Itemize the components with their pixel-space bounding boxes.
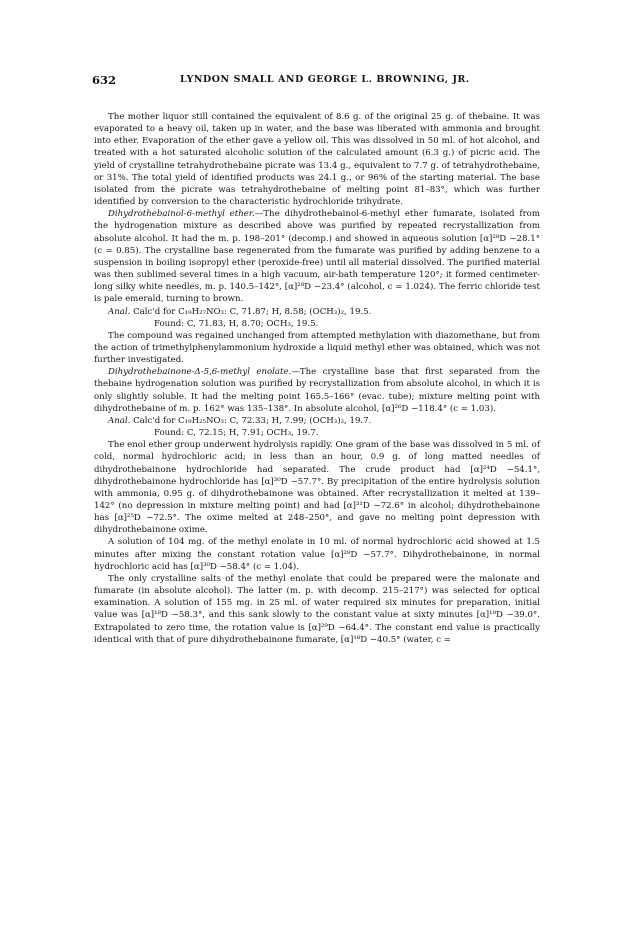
paragraph-dihydrothebainol-text: —The dihydrothebainol-6-methyl ether fumarate, isolated from the hydrogenation mixture as described above was purified by repeated recrystallization from absolute alcohol. It had the m. p. 198–201° (decomp.) and showed in aqueous solution [α]²⁸D −28.1° (c = 0.85). The crystalline base regenerated from the fumarate was purified by adding benzene to a suspension in boiling isopropyl ether (peroxide-free) until all material dissolved. The purified material was then sublimed several times in a high vacuum, air-bath temperature 120°; it formed centimeter-long silky white needles, m. p. 140.5–142°, [α]²⁸D −23.4° (alcohol, c = 1.024). The ferric chloride test is pale emerald, turning to brown. [94, 209, 540, 305]
paragraph-methyl-enolate-text: —The crystalline base that first separated from the thebaine hydrogenation solution was purified by recrystallization from absolute alcohol, in which it is only slightly soluble. It had the melting point 165.5–166° (evac. tube); mixture melting point with dihydrothebaine of m. p. 162° was 135–138°. In absolute alcohol, [α]²⁶D −118.4° (c = 1.03). [94, 367, 540, 414]
article-body [94, 111, 540, 646]
section-heading-dihydrothebainol: Dihydrothebainol-6-methyl ether. [108, 209, 255, 220]
analysis-label-2: Anal. [108, 415, 131, 426]
paragraph-dihydrothebainol [94, 208, 540, 305]
analysis-calculated-1-text: Calc'd for C₁₉H₂₇NO₃: C, 71.87; H, 8.58; (OCH₃)₂, 19.5. [133, 306, 372, 317]
analysis-found-1: Found: C, 71.83, H, 8.70; OCH₃, 19.5. [154, 318, 319, 329]
analysis-calculated-2-text: Calc'd for C₁₉H₂₅NO₃: C, 72.33; H, 7.99; (OCH₃)₂, 19.7. [133, 415, 372, 426]
paragraph-hydrolysis: The enol ether group underwent hydrolysis rapidly. One gram of the base was dissolved in 5 ml. of cold, normal hydrochloric acid; in less than an hour, 0.9 g. of long matted needles of dihydrothebainone hydrochloride had separated. The crude product had [α]²⁴D −54.1°, dihydrothebainone hydrochloride has [α]³⁰D −57.7°. By precipitation of the entire hydrolysis solution with ammonia, 0.95 g. of dihydrothebainone was obtained. After recrystallization it melted at 139–142° (no depression in mixture melting point) and had [α]³¹D −72.6° in alcohol; dihydrothebainone has [α]²⁵D −72.5°. The oxime melted at 248–250°, and gave no melting point depression with dihydrothebainone oxime. [94, 440, 540, 536]
paragraph-methylation: The compound was regained unchanged from attempted methylation with diazomethane, but from the action of trimethylphenylammonium hydroxide a liquid methyl ether was obtained, which was not further investigated. [94, 330, 540, 366]
analysis-label-1: Anal. [108, 306, 131, 317]
page-header [92, 73, 540, 89]
analysis-found-2: Found: C, 72.15; H, 7.91; OCH₃, 19.7. [154, 428, 319, 439]
analysis-calculated-2 [94, 415, 540, 427]
page-number: 632 [92, 73, 117, 87]
running-head: LYNDON SMALL AND GEORGE L. BROWNING, JR. [180, 74, 470, 85]
paragraph-rotation: A solution of 104 mg. of the methyl enolate in 10 ml. of normal hydrochloric acid showed at 1.5 minutes after mixing the constant rotation value [α]²⁸D −57.7°. Dihydrothebainone, in normal hydrochloric acid has [α]³⁰D −58.4° (c = 1.04). [94, 537, 540, 572]
paragraph-mother-liquor: The mother liquor still contained the equivalent of 8.6 g. of the original 25 g. of thebaine. It was evaporated to a heavy oil, taken up in water, and the base was liberated with ammonia and brought into ether. Evaporation of the ether gave a yellow oil. This was dissolved in 50 ml. of hot alcohol, and treated with a hot saturated alcoholic solution of the calculated amount (6.3 g.) of picric acid. The yield of crystalline tetrahydrothebaine picrate was 13.4 g., equivalent to 7.7 g. of tetrahydrothebaine, or 31%. The total yield of identified products was 24.1 g., or 96% of the starting material. The base isolated from the picrate was tetrahydrothebaine of melting point 81–83°, which was further identified by conversion to the characteristic hydrochloride trihydrate. [94, 112, 540, 208]
paragraph-methyl-enolate [94, 366, 540, 415]
section-heading-methyl-enolate: Dihydrothebainone-Δ-5,6-methyl enolate. [108, 367, 292, 378]
paragraph-salts: The only crystalline salts of the methyl enolate that could be prepared were the malonate and fumarate (in absolute alcohol). The latter (m. p. with decomp. 215–217°) was selected for optical examination. A solution of 155 mg. in 25 ml. of water required six minutes for preparation, initial value was [α]¹⁸D −58.3°, and this sank slowly to the constant value at sixty minutes [α]¹⁸D −39.0°. Extrapolated to zero time, the rotation value is [α]²⁹D −64.4°. The constant end value is practically identical with that of pure dihydrothebainone fumarate, [α]¹⁸D −40.5° (water, c = [94, 573, 540, 645]
analysis-calculated-1 [94, 306, 540, 318]
